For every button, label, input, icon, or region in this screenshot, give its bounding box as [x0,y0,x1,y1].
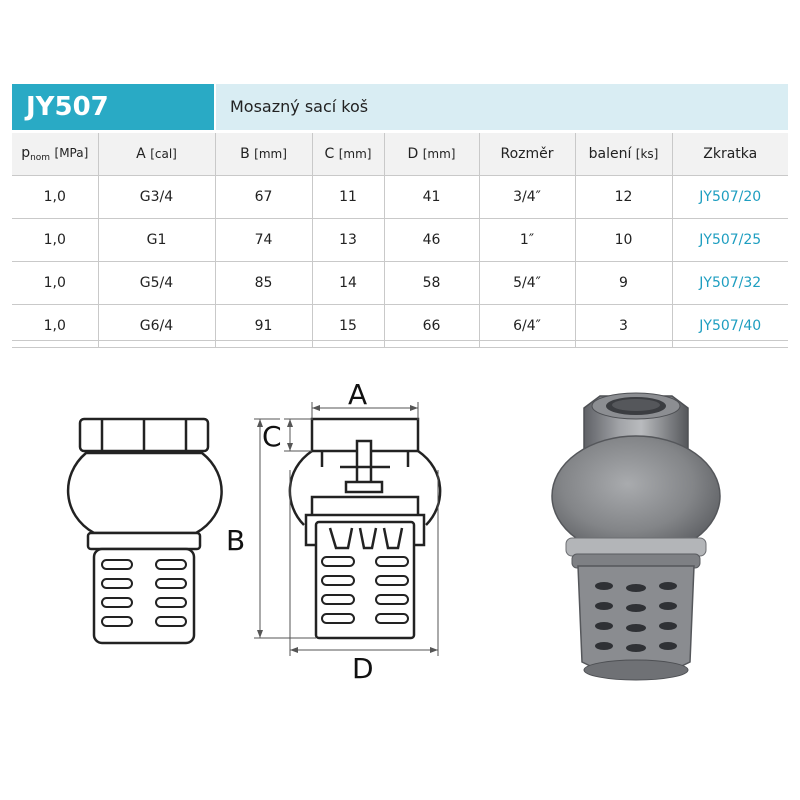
cell-pressure: 1,0 [12,176,98,219]
cell-d: 66 [384,305,479,348]
col-header-pressure: $p_{nom}$ [MPa] [12,133,98,176]
cell-pack: 9 [575,262,672,305]
dimension-label-a: A [348,378,368,411]
product-header [12,84,788,130]
section-divider [12,340,788,341]
cell-pressure: 1,0 [12,305,98,348]
cell-b: 91 [215,305,312,348]
cell-code: JY507/32 [672,262,788,305]
col-header-b: B [mm] [215,133,312,176]
cell-size: 1″ [479,219,575,262]
table-header-row [12,133,788,176]
col-header-code: Zkratka [672,133,788,176]
cell-code: JY507/25 [672,219,788,262]
technical-drawings [0,342,800,782]
col-header-pack: balení [ks] [575,133,672,176]
cell-a: G3/4 [98,176,215,219]
cell-size: 3/4″ [479,176,575,219]
dimension-label-d: D [352,652,374,685]
cell-pressure: 1,0 [12,262,98,305]
section-view-drawing [290,419,440,638]
col-header-a: A [cal] [98,133,215,176]
cell-a: G5/4 [98,262,215,305]
dimension-label-c: C [262,420,282,453]
cell-d: 41 [384,176,479,219]
table-row [12,176,788,219]
product-code: JY507 [12,84,214,130]
col-header-d: D [mm] [384,133,479,176]
cell-a: G6/4 [98,305,215,348]
spec-table [12,133,788,348]
cell-d: 46 [384,219,479,262]
cell-b: 74 [215,219,312,262]
cell-c: 15 [312,305,384,348]
cell-b: 67 [215,176,312,219]
cell-b: 85 [215,262,312,305]
cell-size: 6/4″ [479,305,575,348]
cell-pack: 12 [575,176,672,219]
cell-size: 5/4″ [479,262,575,305]
cell-pack: 10 [575,219,672,262]
table-row [12,219,788,262]
cell-a: G1 [98,219,215,262]
table-row [12,262,788,305]
cell-c: 13 [312,219,384,262]
cell-code: JY507/20 [672,176,788,219]
cell-code: JY507/40 [672,305,788,348]
cell-c: 11 [312,176,384,219]
col-header-size: Rozměr [479,133,575,176]
col-header-c: C [mm] [312,133,384,176]
cell-pack: 3 [575,305,672,348]
dimension-label-b: B [226,524,246,557]
product-title: Mosazný sací koš [216,84,788,130]
product-photo [552,393,720,680]
cell-c: 14 [312,262,384,305]
cell-pressure: 1,0 [12,219,98,262]
side-view-drawing [68,419,222,643]
cell-d: 58 [384,262,479,305]
